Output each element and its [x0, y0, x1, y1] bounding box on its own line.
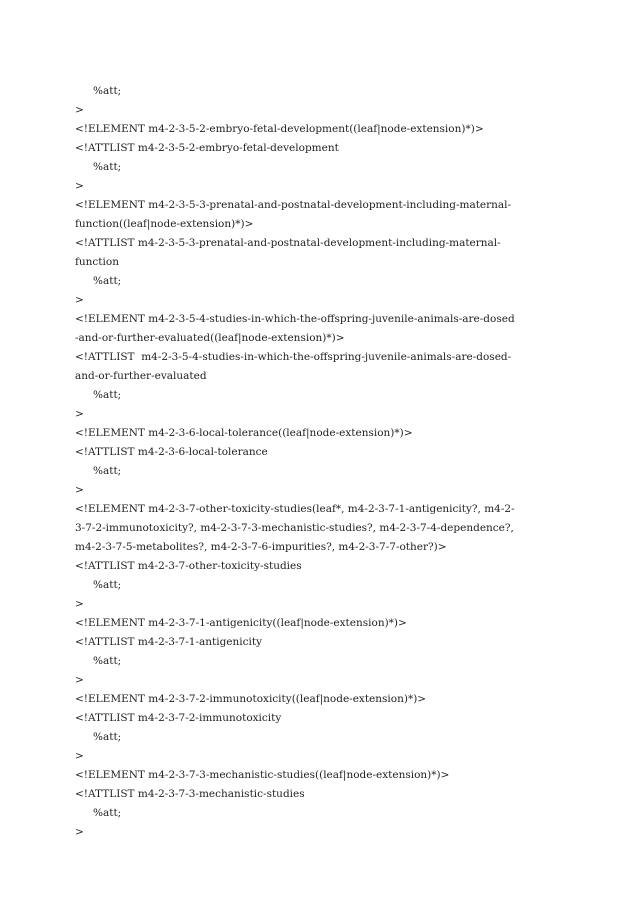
code-line: <!ATTLIST m4-2-3-7-3-mechanistic-studies [75, 788, 305, 800]
code-line: <!ELEMENT m4-2-3-5-2-embryo-fetal-development((leaf|node-extension)*)> [75, 123, 484, 135]
code-line: -and-or-further-evaluated((leaf|node-extension)*)> [75, 332, 345, 344]
code-line: <!ELEMENT m4-2-3-6-local-tolerance((leaf|node-extension)*)> [75, 427, 413, 439]
code-line: <!ATTLIST m4-2-3-5-4-studies-in-which-the-offspring-juvenile-animals-are-dosed- [75, 351, 512, 363]
code-line: function((leaf|node-extension)*)> [75, 218, 254, 230]
code-line: <!ELEMENT m4-2-3-7-3-mechanistic-studies((leaf|node-extension)*)> [75, 769, 450, 781]
code-line: <!ELEMENT m4-2-3-5-3-prenatal-and-postnatal-development-including-maternal- [75, 199, 512, 211]
code-line: <!ELEMENT m4-2-3-5-4-studies-in-which-the-offspring-juvenile-animals-are-dosed [75, 313, 515, 325]
code-line: %att; [93, 275, 122, 287]
code-line: > [75, 180, 84, 192]
code-line: <!ATTLIST m4-2-3-6-local-tolerance [75, 446, 268, 458]
code-line: %att; [93, 161, 122, 173]
code-line: %att; [93, 465, 122, 477]
code-line: %att; [93, 731, 122, 743]
code-line: %att; [93, 389, 122, 401]
code-line: 3-7-2-immunotoxicity?, m4-2-3-7-3-mechanistic-studies?, m4-2-3-7-4-dependence?, [75, 522, 514, 534]
code-line: > [75, 674, 84, 686]
code-line: > [75, 484, 84, 496]
code-line: <!ATTLIST m4-2-3-7-1-antigenicity [75, 636, 263, 648]
code-line: <!ELEMENT m4-2-3-7-1-antigenicity((leaf|node-extension)*)> [75, 617, 407, 629]
code-line: <!ATTLIST m4-2-3-5-2-embryo-fetal-development [75, 142, 339, 154]
code-line: %att; [93, 655, 122, 667]
code-line: %att; [93, 85, 122, 97]
code-line: > [75, 598, 84, 610]
code-line: %att; [93, 807, 122, 819]
code-line: m4-2-3-7-5-metabolites?, m4-2-3-7-6-impurities?, m4-2-3-7-7-other?)> [75, 541, 447, 553]
code-line: function [75, 256, 119, 268]
code-line: > [75, 294, 84, 306]
code-line: <!ELEMENT m4-2-3-7-other-toxicity-studies(leaf*, m4-2-3-7-1-antigenicity?, m4-2- [75, 503, 515, 515]
code-line: and-or-further-evaluated [75, 370, 207, 382]
code-line: <!ELEMENT m4-2-3-7-2-immunotoxicity((leaf|node-extension)*)> [75, 693, 427, 705]
code-line: > [75, 104, 84, 116]
code-line: <!ATTLIST m4-2-3-7-2-immunotoxicity [75, 712, 282, 724]
code-line: %att; [93, 579, 122, 591]
code-line: > [75, 826, 84, 838]
code-line: > [75, 408, 84, 420]
code-line: > [75, 750, 84, 762]
code-line: <!ATTLIST m4-2-3-7-other-toxicity-studies [75, 560, 302, 572]
dtd-code-block [75, 82, 555, 842]
code-line: <!ATTLIST m4-2-3-5-3-prenatal-and-postnatal-development-including-maternal- [75, 237, 501, 249]
